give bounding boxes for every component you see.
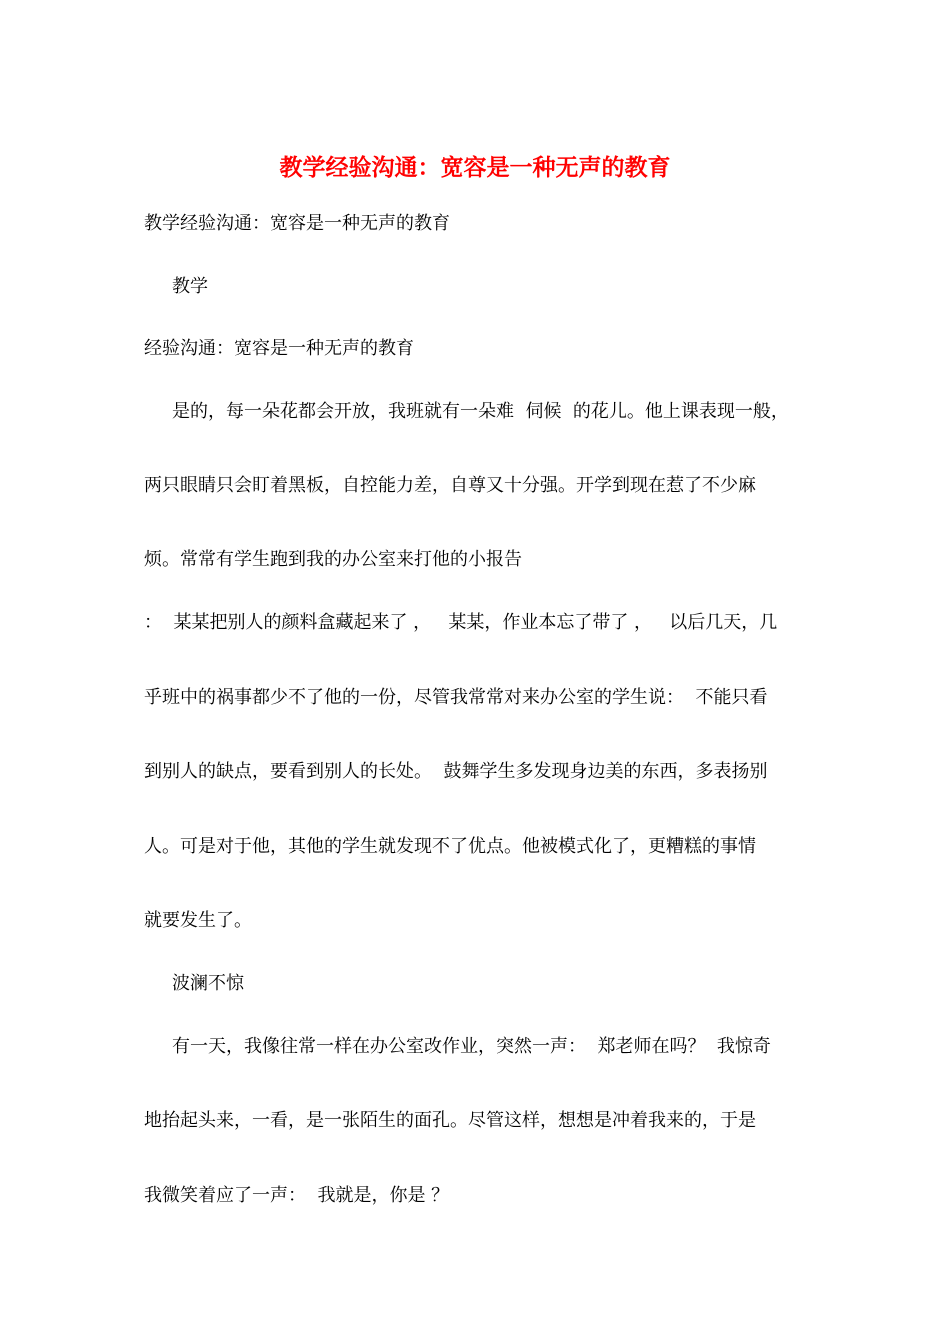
text-line: 乎班中的祸事都少不了他的一份，尽管我常常对来办公室的学生说： 不能只看: [144, 687, 768, 708]
text-line: 烦。常常有学生跑到我的办公室来打他的小报告: [144, 549, 522, 570]
text-line: 两只眼睛只会盯着黑板，自控能力差，自尊又十分强。开学到现在惹了不少麻: [144, 475, 756, 496]
text-line: 教学: [172, 276, 208, 297]
text-line: 教学经验沟通：宽容是一种无声的教育: [144, 213, 450, 234]
text-line: 就要发生了。: [144, 910, 252, 931]
text-line: 是的，每一朵花都会开放，我班就有一朵难 伺候 的花儿。他上课表现一般，: [172, 401, 789, 422]
text-line: 波澜不惊: [172, 973, 244, 994]
text-line: 我微笑着应了一声： 我就是，你是 ？: [144, 1185, 450, 1206]
text-line: ： 某某把别人的颜料盒藏起来了 ， 某某，作业本忘了带了 ， 以后几天，几: [144, 612, 778, 633]
text-line: 有一天，我像往常一样在办公室改作业，突然一声： 郑老师在吗？ 我惊奇: [172, 1036, 771, 1057]
document-title: 教学经验沟通：宽容是一种无声的教育: [279, 154, 671, 181]
text-line: 人。可是对于他，其他的学生就发现不了优点。他被模式化了，更糟糕的事情: [144, 836, 756, 857]
text-line: 到别人的缺点，要看到别人的长处。 鼓舞学生多发现身边美的东西，多表扬别: [144, 761, 768, 782]
text-line: 地抬起头来，一看，是一张陌生的面孔。尽管这样，想想是冲着我来的，于是: [144, 1110, 756, 1131]
text-line: 经验沟通：宽容是一种无声的教育: [144, 338, 414, 359]
